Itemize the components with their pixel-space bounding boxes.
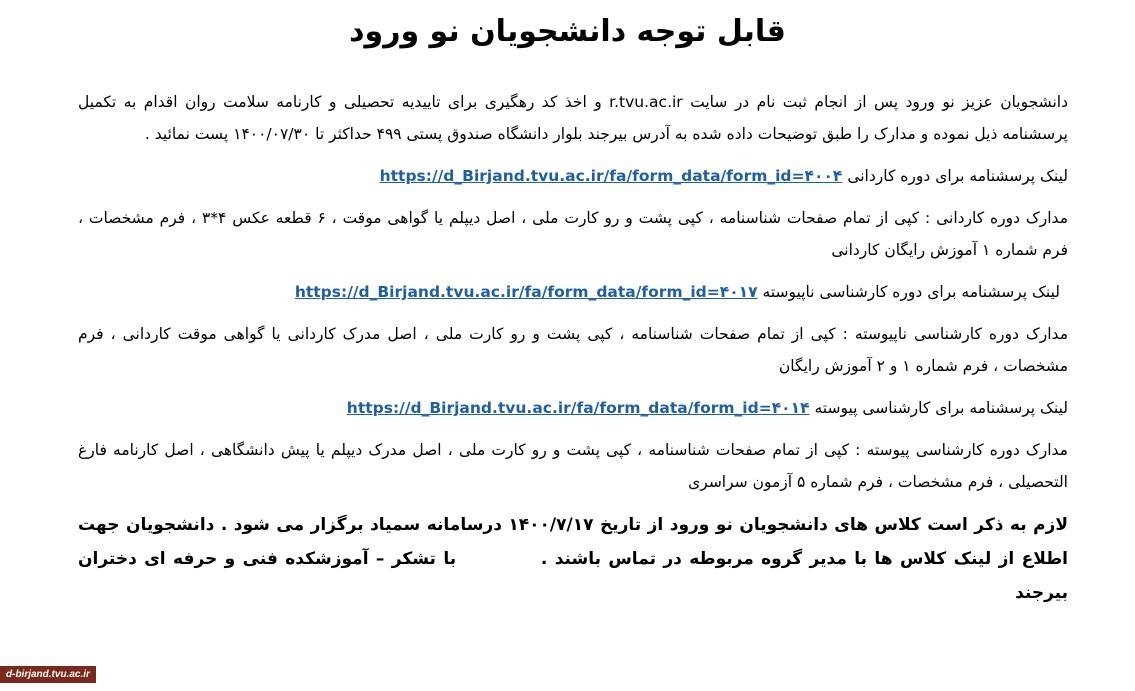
documents-continuous-bachelor: مدارک دوره کارشناسی پیوسته : کپی از تمام صفحات شناسنامه ، کپی پشت و رو کارت ملی ، اصل مدرک دیپلم یا پیش دانشگاهی ، اصل کارنامه فارغ التحصیلی ، فرم مشخصات ، فرم شماره ۵ آزمون سراسری xyxy=(78,441,1068,491)
announcement-body xyxy=(78,86,1068,620)
notice-text: لازم به ذکر است کلاس های دانشجویان نو ورود از تاریخ ۱۴۰۰/۷/۱۷ درسامانه سمیاد برگزار می شود . دانشجویان جهت اطلاع از لینک کلاس ها با مدیر گروه مربوطه در تماس باشند . xyxy=(78,515,1068,569)
link-line-continuous-bachelor xyxy=(78,392,1068,424)
form-link-continuous-bachelor[interactable]: https://d_Birjand.tvu.ac.ir/fa/form_data/form_id=۴۰۱۴ xyxy=(346,399,810,417)
signature-text: با تشکر – آموزشکده فنی و حرفه ای دختران بیرجند xyxy=(78,549,1068,603)
notice-paragraph xyxy=(78,508,1068,610)
intro-paragraph: دانشجویان عزیز نو ورود پس از انجام ثبت نام در سایت r.tvu.ac.ir و اخذ کد رهگیری برای تاییدیه تحصیلی و کارنامه سلامت روان اقدام به تکمیل پرسشنامه ذیل نموده و مدارک را طبق توضیحات داده شده به آدرس بیرجند بلوار دانشگاه صندوق پستی ۴۹۹ حداکثر تا ۱۴۰۰/۰۷/۳۰ پست نمائید . xyxy=(78,93,1068,143)
page-title: قابل توجه دانشجویان نو ورود xyxy=(349,14,786,49)
form-link-discontinuous-bachelor[interactable]: https://d_Birjand.tvu.ac.ir/fa/form_data/form_id=۴۰۱۷ xyxy=(294,283,758,301)
link-label-discontinuous-bachelor: لینک پرسشنامه برای دوره کارشناسی ناپیوسته xyxy=(762,283,1060,301)
form-link-associate[interactable]: https://d_Birjand.tvu.ac.ir/fa/form_data/form_id=۴۰۰۴ xyxy=(379,167,843,185)
documents-associate: مدارک دوره کاردانی : کپی از تمام صفحات شناسنامه ، کپی پشت و رو کارت ملی ، اصل دیپلم یا گواهی موقت ، ۶ قطعه عکس ۴*۳ ، فرم مشخصات ، فرم شماره ۱ آموزش رایگان کاردانی xyxy=(78,209,1068,259)
link-line-discontinuous-bachelor xyxy=(78,276,1068,308)
documents-discontinuous-bachelor: مدارک دوره کارشناسی ناپیوسته : کپی از تمام صفحات شناسنامه ، کپی پشت و رو کارت ملی ، اصل مدرک کاردانی یا گواهی موقت کاردانی ، فرم مشخصات ، فرم شماره ۱ و ۲ آموزش رایگان xyxy=(78,325,1068,375)
link-line-associate xyxy=(78,160,1068,192)
site-watermark: d-birjand.tvu.ac.ir xyxy=(0,666,96,683)
link-label-continuous-bachelor: لینک پرسشنامه برای کارشناسی پیوسته xyxy=(814,399,1068,417)
link-label-associate: لینک پرسشنامه برای دوره کاردانی xyxy=(847,167,1068,185)
